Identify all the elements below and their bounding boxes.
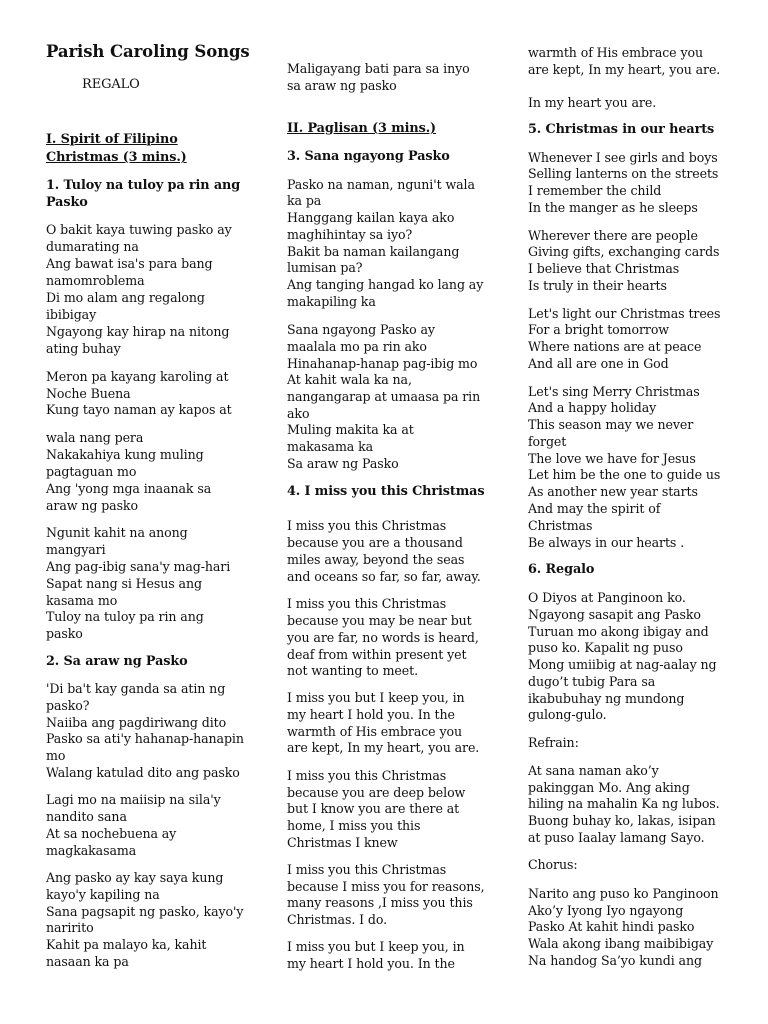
lyric-line: kasama mo xyxy=(46,593,118,608)
document-title: Parish Caroling Songs xyxy=(46,42,250,61)
lyric-line: Lagi mo na maiisip na sila'y xyxy=(46,792,221,807)
lyric-line: Christmas xyxy=(528,518,593,533)
lyric-line: Wherever there are people xyxy=(528,228,698,243)
lyric-line: ikabubuhay ng mundong xyxy=(528,691,685,706)
lyric-line: makapiling ka xyxy=(287,294,376,309)
lyric-line: Is truly in their hearts xyxy=(528,278,667,293)
lyric-line: kayo'y kapiling na xyxy=(46,887,160,902)
lyric-line: Nakakahiya kung muling xyxy=(46,447,204,462)
lyric-line: Di mo alam ang regalong xyxy=(46,290,205,305)
lyric-line: Muling makita ka at xyxy=(287,422,414,437)
lyric-line: Where nations are at peace xyxy=(528,339,702,354)
lyric-line: Noche Buena xyxy=(46,386,131,401)
lyric-line: pagtaguan mo xyxy=(46,464,137,479)
song-title: 4. I miss you this Christmas xyxy=(287,484,485,499)
lyric-line: because I miss you for reasons, xyxy=(287,879,485,894)
lyric-line: you are far, no words is heard, xyxy=(287,630,479,645)
lyric-line: Hanggang kailan kaya ako xyxy=(287,210,455,225)
song-title: 5. Christmas in our hearts xyxy=(528,122,715,137)
lyric-line: Mong umiibig at nag-aalay ng xyxy=(528,657,717,672)
lyric-line: because you are a thousand xyxy=(287,535,463,550)
lyric-line: magkakasama xyxy=(46,843,137,858)
lyric-line: I miss you this Christmas xyxy=(287,518,447,533)
lyric-line: ibibigay xyxy=(46,307,97,322)
lyric-line: not wanting to meet. xyxy=(287,663,418,678)
document-subtitle: REGALO xyxy=(82,77,140,92)
lyric-line: ako xyxy=(287,406,310,421)
lyric-line: Selling lanterns on the streets xyxy=(528,166,719,181)
lyric-line: Ang pasko ay kay saya kung xyxy=(46,870,224,885)
lyric-line: because you are deep below xyxy=(287,785,466,800)
lyric-line: Let's sing Merry Christmas xyxy=(528,384,700,399)
lyric-line: Wala akong ibang maibibigay xyxy=(528,936,714,951)
lyric-line: Christmas I knew xyxy=(287,835,398,850)
lyric-line: O bakit kaya tuwing pasko ay xyxy=(46,222,232,237)
lyric-line: my heart I hold you. In the xyxy=(287,707,455,722)
lyric-line: puso ko. Kapalit ng puso xyxy=(528,640,683,655)
lyric-line: Buong buhay ko, lakas, isipan xyxy=(528,813,716,828)
lyric-line: In my heart you are. xyxy=(528,95,657,110)
lyric-line: lumisan pa? xyxy=(287,260,363,275)
lyric-line: I miss you this Christmas xyxy=(287,862,447,877)
lyric-line: nandito sana xyxy=(46,809,127,824)
lyric-line: I miss you but I keep you, in xyxy=(287,939,465,954)
lyric-line: dugo’t tubig Para sa xyxy=(528,674,656,689)
lyric-line: sa araw ng pasko xyxy=(287,78,397,93)
song-title: 1. Tuloy na tuloy pa rin ang xyxy=(46,178,241,193)
lyric-line: Meron pa kayang karoling at xyxy=(46,369,229,384)
lyric-line: dumarating na xyxy=(46,239,139,254)
lyric-line: hiling na mahalin Ka ng lubos. xyxy=(528,796,720,811)
song-title: Pasko xyxy=(46,195,88,210)
lyric-line: Sana ngayong Pasko ay xyxy=(287,322,435,337)
lyric-line: Chorus: xyxy=(528,857,578,872)
lyric-line: many reasons ,I miss you this xyxy=(287,895,473,910)
lyric-line: Sa araw ng Pasko xyxy=(287,456,399,471)
lyric-line: nangangarap at umaasa pa rin xyxy=(287,389,481,404)
lyric-line: Pasko sa ati'y hahanap-hanapin xyxy=(46,731,244,746)
lyric-line: As another new year starts xyxy=(528,484,698,499)
lyric-line: Sana pagsapit ng pasko, kayo'y xyxy=(46,904,244,919)
lyric-line: Tuloy na tuloy pa rin ang xyxy=(46,609,204,624)
lyric-line: because you may be near but xyxy=(287,613,472,628)
lyric-line: I miss you but I keep you, in xyxy=(287,690,465,705)
song-title: 3. Sana ngayong Pasko xyxy=(287,149,450,164)
lyric-line: gulong-gulo. xyxy=(528,707,607,722)
lyric-line: Maligayang bati para sa inyo xyxy=(287,61,470,76)
lyric-line: wala nang pera xyxy=(46,430,144,445)
lyric-line: mangyari xyxy=(46,542,106,557)
lyric-line: I believe that Christmas xyxy=(528,261,680,276)
lyric-line: Ang 'yong mga inaanak sa xyxy=(46,481,212,496)
lyric-line: miles away, beyond the seas xyxy=(287,552,465,567)
lyric-line: Narito ang puso ko Panginoon xyxy=(528,886,719,901)
lyric-line: araw ng pasko xyxy=(46,498,138,513)
lyric-line: Bakit ba naman kailangang xyxy=(287,244,460,259)
lyric-line: Walang katulad dito ang pasko xyxy=(46,765,240,780)
lyric-line: Ang tanging hangad ko lang ay xyxy=(287,277,484,292)
lyric-line: mo xyxy=(46,748,66,763)
lyric-line: At sana naman ako’y xyxy=(528,763,659,778)
lyric-line: naririto xyxy=(46,920,94,935)
lyric-line: Pasko At kahit hindi pasko xyxy=(528,919,695,934)
lyric-line: home, I miss you this xyxy=(287,818,421,833)
lyric-line: And a happy holiday xyxy=(528,400,657,415)
lyric-line: pasko? xyxy=(46,698,90,713)
lyric-line: Pasko na naman, nguni't wala xyxy=(287,177,475,192)
lyric-line: This season may we never xyxy=(528,417,694,432)
lyric-line: And may the spirit of xyxy=(528,501,661,516)
lyric-line: ating buhay xyxy=(46,341,121,356)
lyric-line: Naiiba ang pagdiriwang dito xyxy=(46,715,227,730)
lyric-line: Let's light our Christmas trees xyxy=(528,306,721,321)
lyric-line: I miss you this Christmas xyxy=(287,596,447,611)
lyric-line: warmth of His embrace you xyxy=(528,45,703,60)
lyric-line: Turuan mo akong ibigay and xyxy=(528,624,709,639)
lyric-line: maalala mo pa rin ako xyxy=(287,339,427,354)
lyric-line: Ngayong sasapit ang Pasko xyxy=(528,607,701,622)
lyric-line: namomroblema xyxy=(46,273,145,288)
lyric-line: Kung tayo naman ay kapos at xyxy=(46,402,232,417)
lyric-line: Hinahanap-hanap pag-ibig mo xyxy=(287,356,478,371)
lyric-line: Ngayong kay hirap na nitong xyxy=(46,324,230,339)
lyric-line: Refrain: xyxy=(528,735,579,750)
lyric-line: Kahit pa malayo ka, kahit xyxy=(46,937,207,952)
lyric-line: At sa nochebuena ay xyxy=(46,826,177,841)
lyric-line: Ang bawat isa's para bang xyxy=(46,256,213,271)
lyric-line: O Diyos at Panginoon ko. xyxy=(528,590,686,605)
lyric-line: Sapat nang si Hesus ang xyxy=(46,576,202,591)
lyric-line: but I know you are there at xyxy=(287,801,460,816)
song-title: 6. Regalo xyxy=(528,562,595,577)
lyric-line: The love we have for Jesus xyxy=(528,451,696,466)
lyric-line: Let him be the one to guide us xyxy=(528,467,721,482)
lyric-line: I remember the child xyxy=(528,183,662,198)
lyric-line: warmth of His embrace you xyxy=(287,724,462,739)
lyric-line: Ako’y Iyong Iyo ngayong xyxy=(528,903,684,918)
lyric-line: my heart I hold you. In the xyxy=(287,956,455,971)
lyric-line: Ngunit kahit na anong xyxy=(46,525,188,540)
lyric-line: For a bright tomorrow xyxy=(528,322,669,337)
lyric-line: I miss you this Christmas xyxy=(287,768,447,783)
lyric-line: nasaan ka pa xyxy=(46,954,129,969)
lyric-line: at puso Iaalay lamang Sayo. xyxy=(528,830,705,845)
lyric-line: and oceans so far, so far, away. xyxy=(287,569,481,584)
lyric-line: pasko xyxy=(46,626,83,641)
lyric-line: Giving gifts, exchanging cards xyxy=(528,244,720,259)
lyric-line: Na handog Sa’yo kundi ang xyxy=(528,953,702,968)
lyric-line: ka pa xyxy=(287,193,322,208)
section-heading: Christmas (3 mins.) xyxy=(46,150,187,165)
lyric-line: Christmas. I do. xyxy=(287,912,388,927)
lyric-line: are kept, In my heart, you are. xyxy=(287,740,480,755)
lyric-line: 'Di ba't kay ganda sa atin ng xyxy=(46,681,226,696)
section-heading: II. Paglisan (3 mins.) xyxy=(287,121,437,136)
lyric-line: Ang pag-ibig sana'y mag-hari xyxy=(46,559,231,574)
lyric-line: Whenever I see girls and boys xyxy=(528,150,718,165)
lyric-line: maghihintay sa iyo? xyxy=(287,227,413,242)
song-title: 2. Sa araw ng Pasko xyxy=(46,654,188,669)
lyric-line: In the manger as he sleeps xyxy=(528,200,698,215)
lyric-line: deaf from within present yet xyxy=(287,647,467,662)
lyric-line: makasama ka xyxy=(287,439,374,454)
lyric-line: forget xyxy=(528,434,567,449)
lyric-line: pakinggan Mo. Ang aking xyxy=(528,780,690,795)
lyric-line: At kahit wala ka na, xyxy=(287,372,412,387)
lyric-line: are kept, In my heart, you are. xyxy=(528,62,721,77)
lyric-line: And all are one in God xyxy=(528,356,669,371)
lyric-line: Be always in our hearts . xyxy=(528,535,685,550)
section-heading: I. Spirit of Filipino xyxy=(46,132,178,147)
